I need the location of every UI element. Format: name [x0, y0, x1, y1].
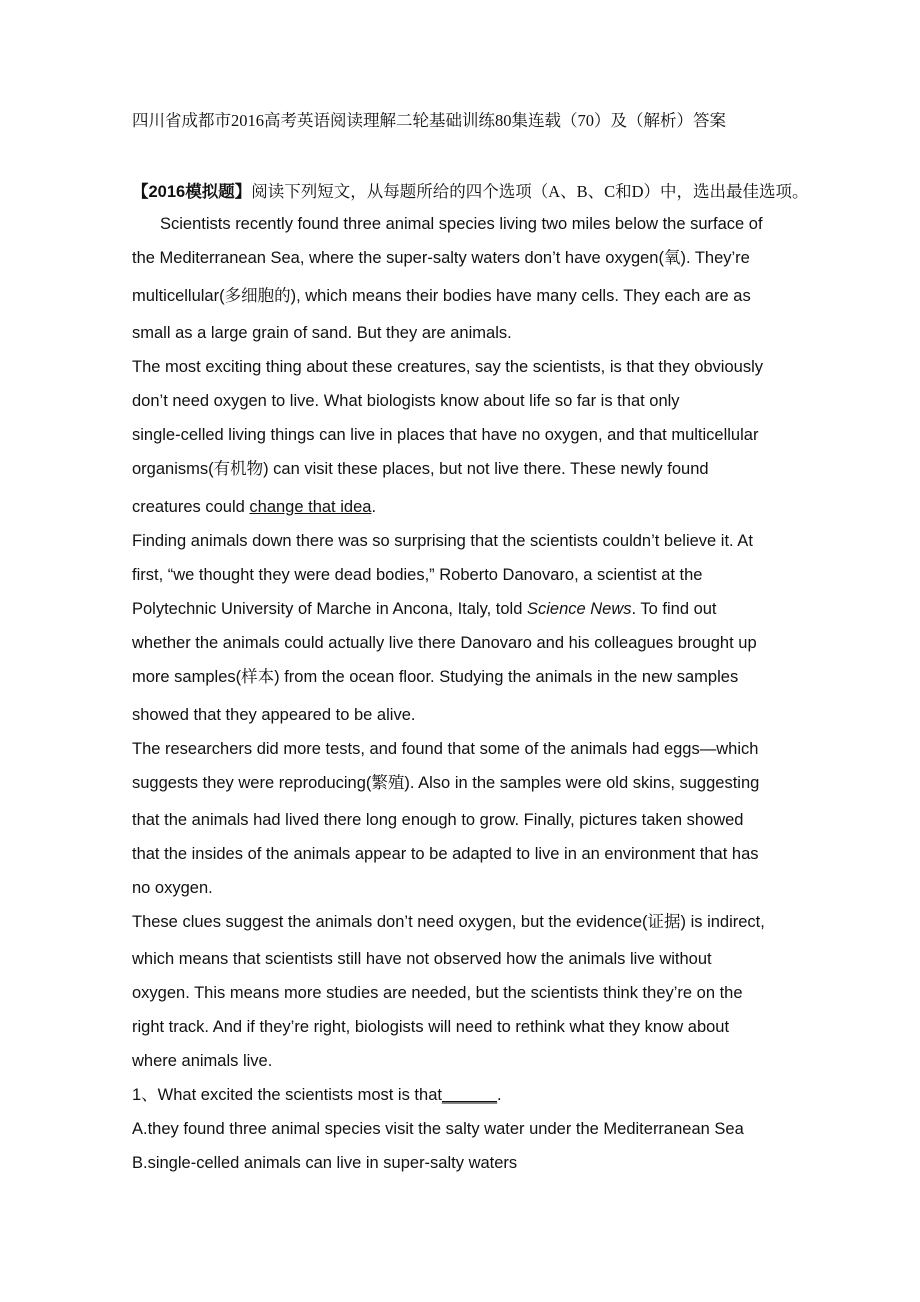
line-9-pre: creatures could — [132, 498, 250, 516]
paragraph-line-11: first, “we thought they were dead bodies,” Roberto Danovaro, a scientist at the — [132, 566, 703, 584]
answer-blank: ______ — [441, 1086, 498, 1104]
paragraph-line-2: the Mediterranean Sea, where the super-salty waters don’t have oxygen(氧). They’re — [132, 249, 750, 267]
paragraph-line-25: where animals live. — [132, 1052, 273, 1070]
paragraph-line-8: organisms(有机物) can visit these places, but not live there. These newly found — [132, 460, 709, 478]
underlined-phrase: change that idea — [249, 498, 372, 516]
paragraph-line-22: which means that scientists still have not observed how the animals live without — [132, 950, 712, 968]
paragraph-line-1: Scientists recently found three animal species living two miles below the surface of — [160, 215, 763, 233]
paragraph-line-18: that the animals had lived there long enough to grow. Finally, pictures taken showed — [132, 811, 744, 829]
instruction-text: 阅读下列短文，从每题所给的四个选项（A、B、C和D）中，选出最佳选项。 — [251, 182, 809, 201]
paragraph-line-15: showed that they appeared to be alive. — [132, 706, 416, 724]
line-12-pre: Polytechnic University of Marche in Ancona, Italy, told — [132, 600, 527, 618]
paragraph-line-10: Finding animals down there was so surprising that the scientists couldn’t believe it. At — [132, 532, 753, 550]
question-stem — [132, 1084, 792, 1106]
paragraph-line-12 — [132, 598, 792, 620]
question-stem-end: . — [497, 1086, 502, 1104]
paragraph-line-5: The most exciting thing about these creatures, say the scientists, is that they obviously — [132, 358, 763, 376]
instruction-line — [132, 181, 809, 203]
paragraph-line-24: right track. And if they’re right, biologists will need to rethink what they know about — [132, 1018, 730, 1036]
paragraph-line-23: oxygen. This means more studies are needed, but the scientists think they’re on the — [132, 984, 743, 1002]
paragraph-line-6: don’t need oxygen to live. What biologists know about life so far is that only — [132, 392, 680, 410]
paragraph-line-9 — [132, 496, 792, 518]
paragraph-line-16: The researchers did more tests, and found that some of the animals had eggs—which — [132, 740, 759, 758]
italic-source: Science News — [526, 600, 632, 618]
paragraph-line-4: small as a large grain of sand. But they are animals. — [132, 324, 512, 342]
option-b: B.single-celled animals can live in super-salty waters — [132, 1154, 518, 1172]
paragraph-line-3: multicellular(多细胞的), which means their bodies have many cells. They each are as — [132, 287, 751, 305]
option-a: A.they found three animal species visit the salty water under the Mediterranean Sea — [132, 1120, 744, 1138]
question-stem-text: 1、What excited the scientists most is that — [132, 1086, 442, 1104]
paragraph-line-7: single-celled living things can live in places that have no oxygen, and that multicellular — [132, 426, 759, 444]
document-title: 四川省成都市2016高考英语阅读理解二轮基础训练80集连载（70）及（解析）答案 — [132, 111, 726, 130]
line-12-post: . To find out — [631, 600, 717, 618]
paragraph-line-20: no oxygen. — [132, 879, 213, 897]
paragraph-line-14: more samples(样本) from the ocean floor. Studying the animals in the new samples — [132, 668, 739, 686]
paragraph-line-13: whether the animals could actually live there Danovaro and his colleagues brought up — [132, 634, 757, 652]
paragraph-line-21: These clues suggest the animals don’t need oxygen, but the evidence(证据) is indirect, — [132, 913, 765, 931]
instruction-tag: 【2016模拟题】 — [132, 183, 252, 201]
paragraph-line-17: suggests they were reproducing(繁殖). Also in the samples were old skins, suggesting — [132, 774, 760, 792]
paragraph-line-19: that the insides of the animals appear to be adapted to live in an environment that has — [132, 845, 759, 863]
line-9-post: . — [371, 498, 377, 516]
